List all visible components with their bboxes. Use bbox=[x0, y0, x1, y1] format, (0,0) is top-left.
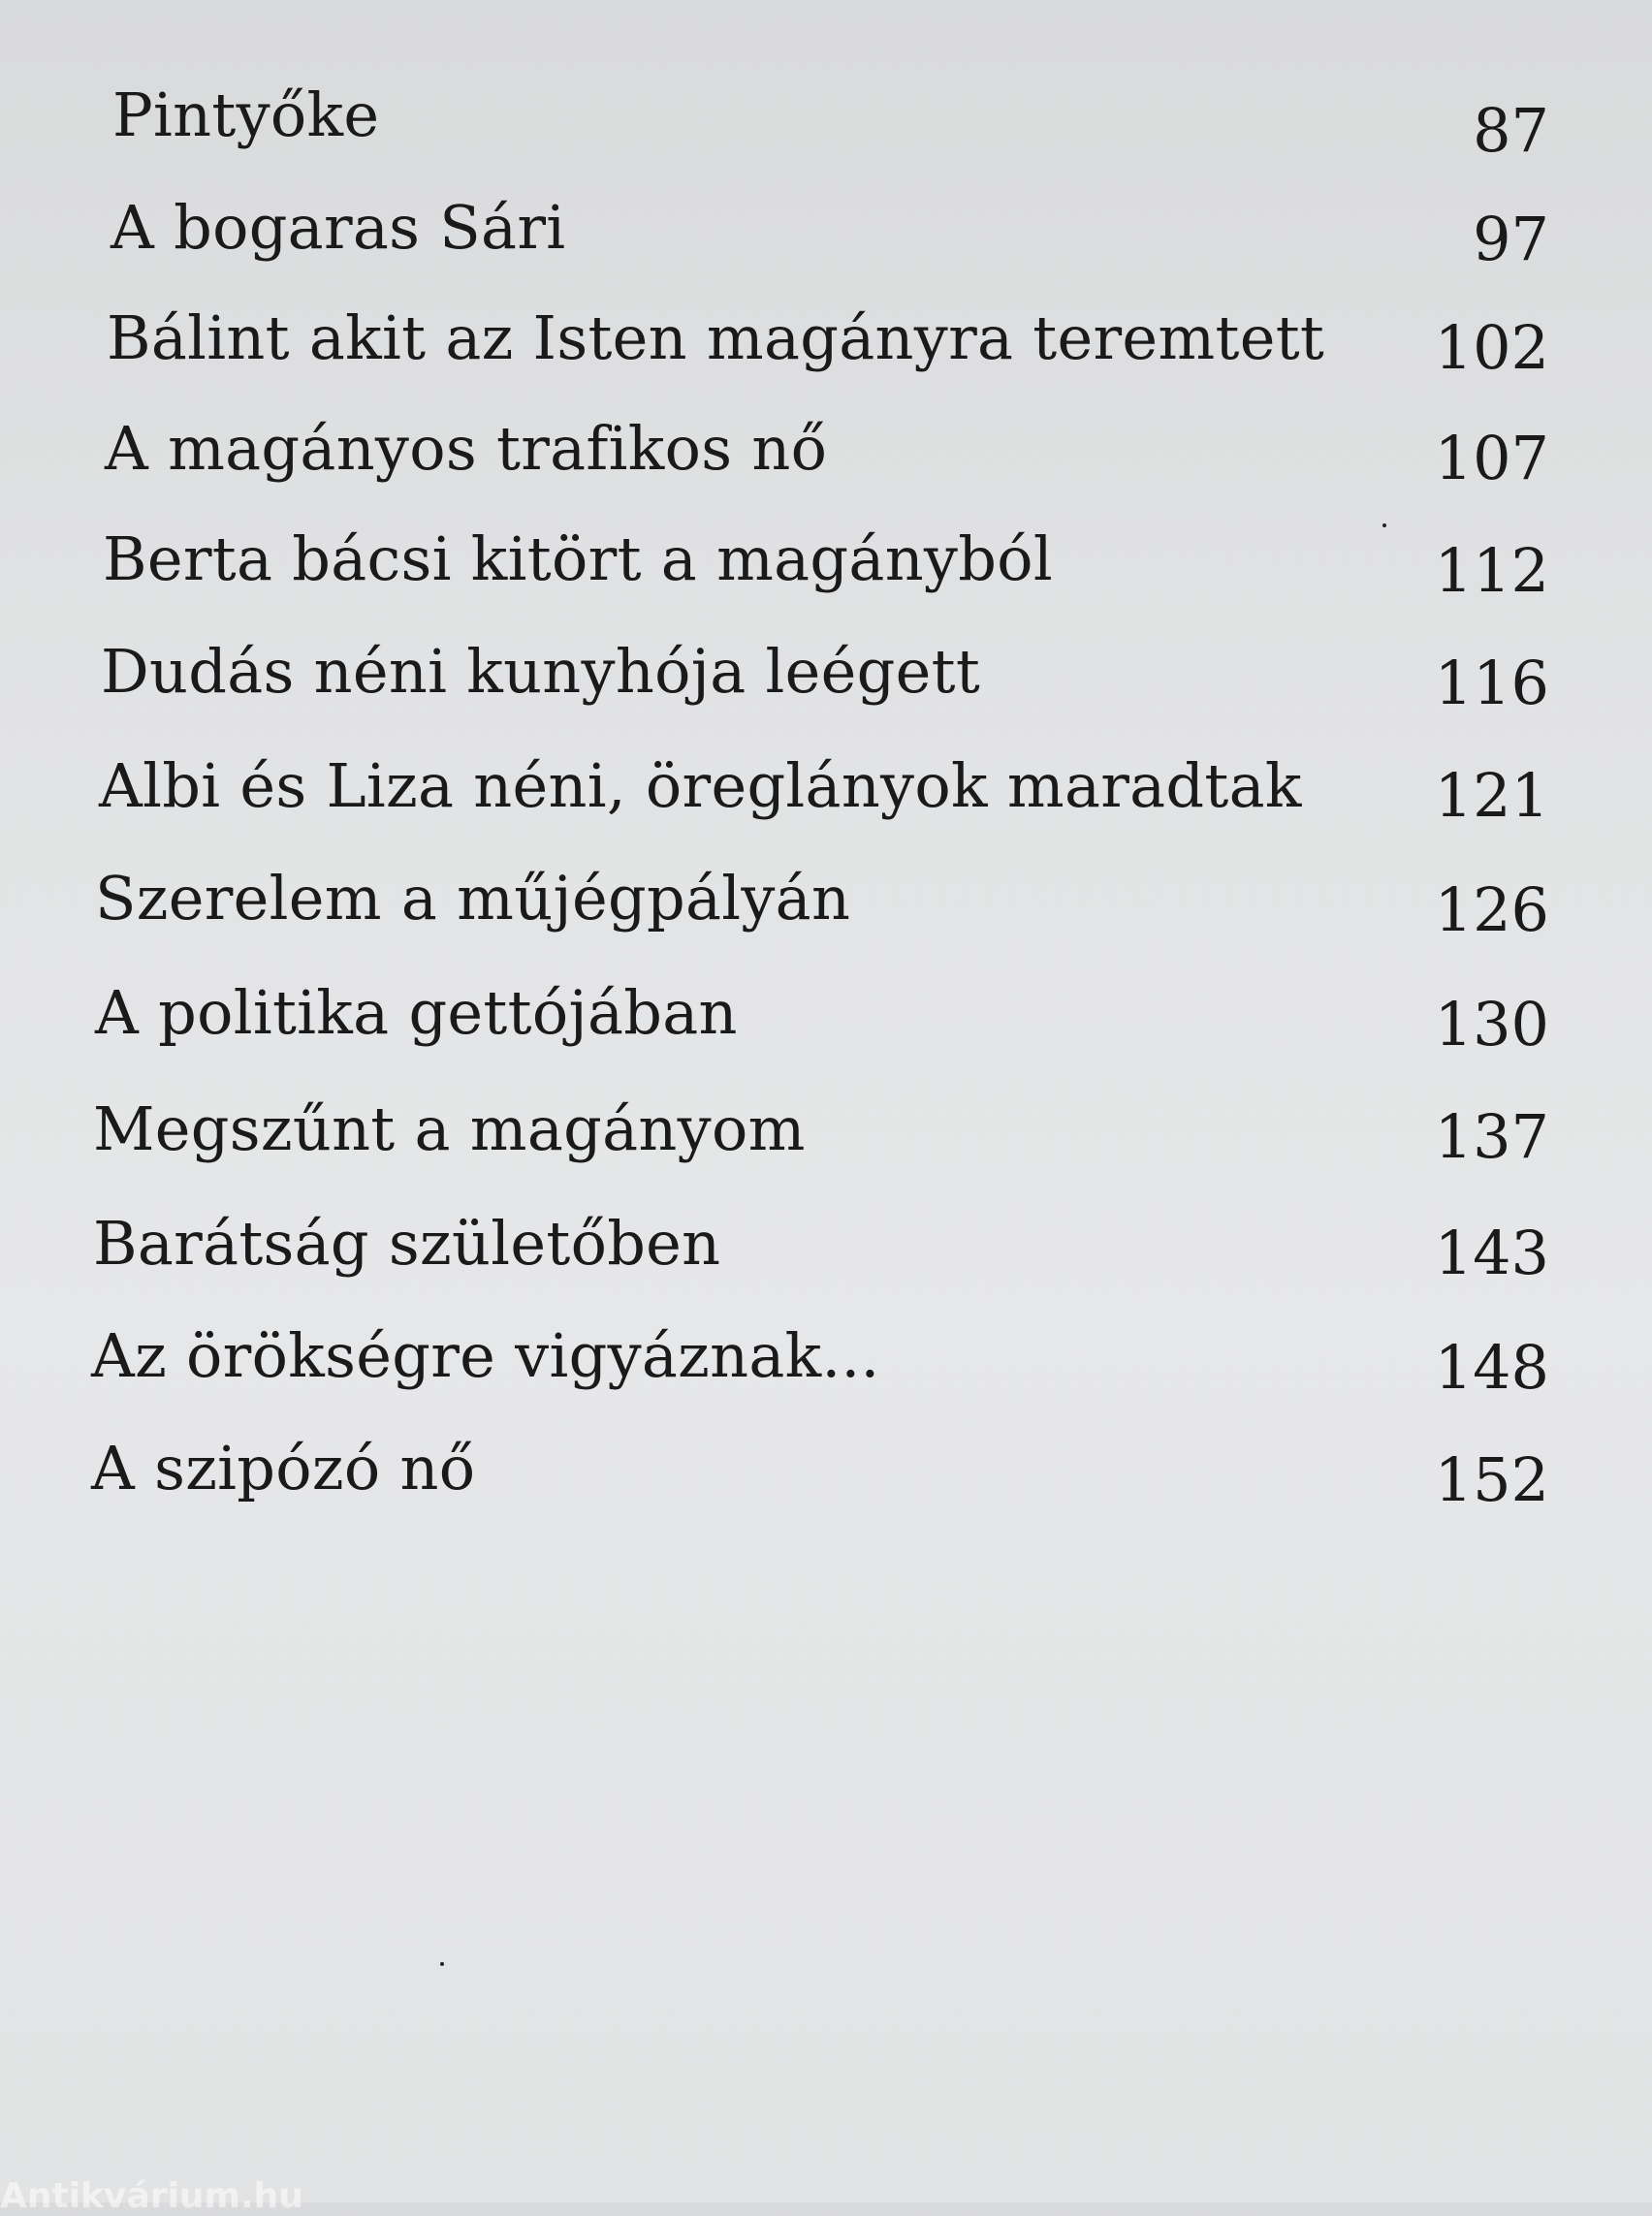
toc-entry-a-bogaras-sari bbox=[0, 192, 1652, 289]
toc-entry-pintyoke bbox=[0, 79, 1652, 176]
toc-entry-albi-es-liza bbox=[0, 750, 1652, 851]
toc-entry-title: A bogaras Sári bbox=[111, 192, 566, 263]
toc-entry-page-number: 102 bbox=[1434, 312, 1549, 383]
toc-entry-title: Az örökségre vigyáznak... bbox=[91, 1320, 880, 1391]
toc-entry-page-number: 137 bbox=[1434, 1101, 1549, 1172]
toc-entry-page-number: 87 bbox=[1473, 95, 1549, 166]
toc-entry-title: Barátság születőben bbox=[93, 1208, 721, 1279]
toc-entry-trafikos-no bbox=[0, 413, 1652, 514]
toc-entry-title: Bálint akit az Isten magányra teremtett bbox=[107, 302, 1325, 373]
paper-speck bbox=[1382, 523, 1386, 527]
toc-entry-page-number: 130 bbox=[1434, 989, 1549, 1060]
watermark-text: Antikvárium.hu bbox=[0, 2176, 303, 2216]
toc-entry-politika bbox=[0, 977, 1652, 1078]
toc-entry-berta-bacsi bbox=[0, 523, 1652, 626]
toc-entry-title: Megszűnt a magányom bbox=[93, 1093, 806, 1164]
toc-entry-page-number: 152 bbox=[1434, 1444, 1549, 1515]
toc-entry-baratsag bbox=[0, 1206, 1652, 1303]
toc-entry-page-number: 121 bbox=[1434, 760, 1549, 831]
toc-entry-page-number: 107 bbox=[1434, 423, 1549, 493]
toc-entry-title: A szipózó nő bbox=[91, 1433, 476, 1504]
toc-entry-dudas-neni bbox=[0, 636, 1652, 739]
toc-entry-page-number: 116 bbox=[1434, 648, 1549, 718]
toc-entry-orokseg bbox=[0, 1320, 1652, 1417]
paper-speck bbox=[440, 1962, 444, 1966]
toc-entry-title: A politika gettójában bbox=[95, 977, 738, 1048]
toc-entry-szerelem bbox=[0, 863, 1652, 964]
toc-entry-page-number: 97 bbox=[1473, 204, 1549, 274]
toc-entry-balint bbox=[0, 304, 1652, 401]
toc-entry-title: Berta bácsi kitört a magányból bbox=[103, 523, 1053, 594]
toc-entry-title: Dudás néni kunyhója leégett bbox=[101, 636, 981, 707]
toc-entry-megszunt bbox=[0, 1093, 1652, 1190]
toc-entry-title: Albi és Liza néni, öreglányok maradtak bbox=[99, 750, 1302, 821]
toc-entry-title: Pintyőke bbox=[112, 79, 380, 150]
toc-entry-title: A magányos trafikos nő bbox=[105, 413, 828, 484]
toc-entry-title: Szerelem a műjégpályán bbox=[95, 863, 851, 934]
toc-entry-page-number: 112 bbox=[1434, 535, 1549, 606]
toc-entry-szipozo-no bbox=[0, 1433, 1652, 1530]
toc-entry-page-number: 126 bbox=[1434, 874, 1549, 945]
toc-entry-page-number: 143 bbox=[1434, 1218, 1549, 1288]
toc-entry-page-number: 148 bbox=[1434, 1332, 1549, 1403]
